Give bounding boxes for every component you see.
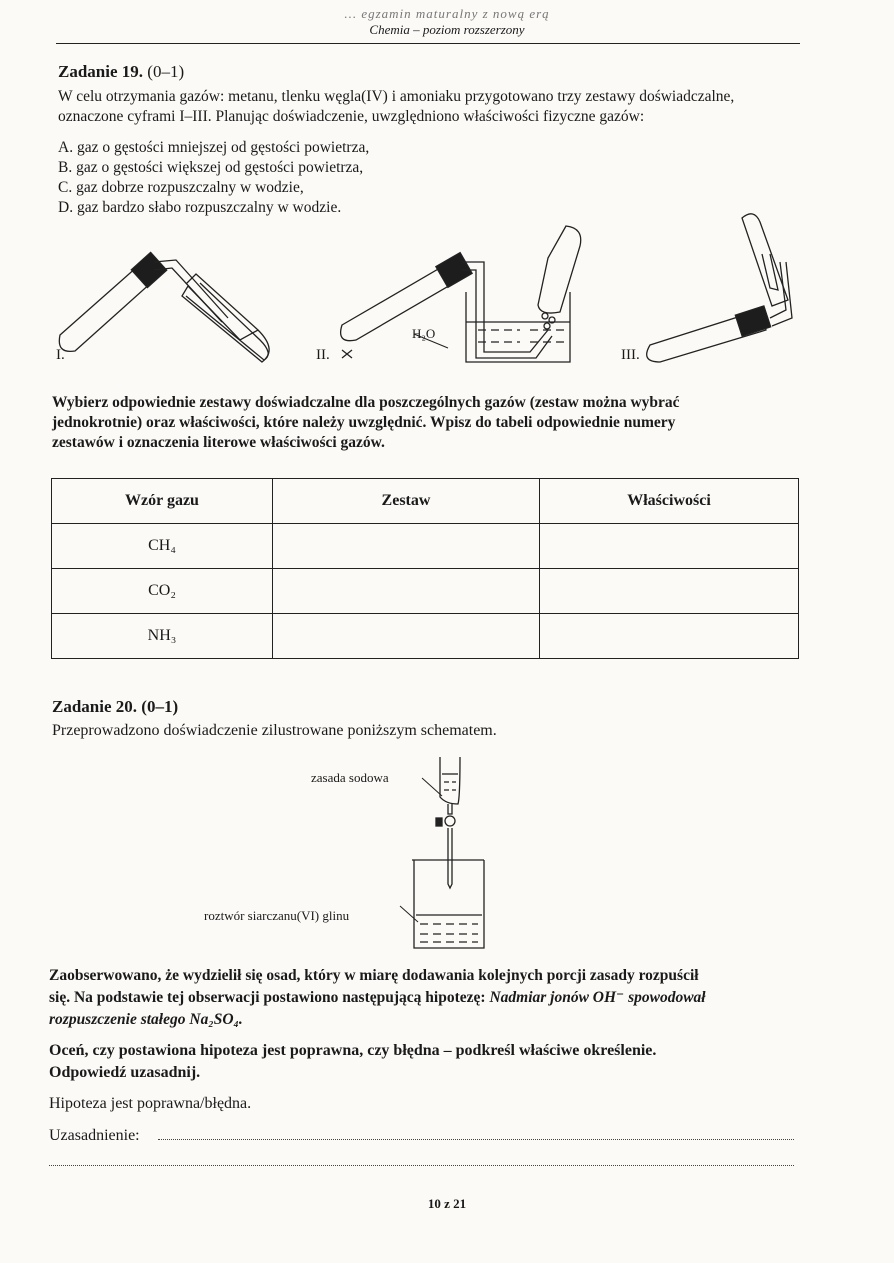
properties-answer-cell[interactable]	[540, 524, 799, 569]
formula-cell: NH₃	[52, 614, 273, 659]
table-row	[52, 614, 799, 659]
justification-line-1[interactable]	[158, 1139, 794, 1140]
table-header-row	[52, 479, 799, 524]
formula-cell: CH₄	[52, 524, 273, 569]
set-answer-cell[interactable]	[273, 614, 540, 659]
task20-points: (0–1)	[141, 697, 179, 716]
subject-header: Chemia – poziom rozszerzony	[369, 22, 525, 37]
setup-1-label: I.	[56, 347, 65, 363]
beaker-label: roztwór siarczanu(VI) glinu	[204, 908, 350, 923]
set-answer-cell[interactable]	[273, 524, 540, 569]
hypothesis-text: Nadmiar jonów OH⁻ spowodował	[489, 989, 706, 1006]
setup-3-apparatus	[647, 214, 792, 362]
burette-label: zasada sodowa	[311, 770, 389, 785]
table-row	[52, 524, 799, 569]
option-d: D. gaz bardzo słabo rozpuszczalny w wodzie.	[58, 199, 342, 216]
properties-answer-cell[interactable]	[540, 569, 799, 614]
properties-answer-cell[interactable]	[540, 614, 799, 659]
water-label: H₂O	[412, 326, 436, 341]
option-c: C. gaz dobrze rozpuszczalny w wodzie,	[58, 179, 304, 196]
page-number: 10 z 21	[427, 1196, 467, 1211]
table-row	[52, 569, 799, 614]
setup-1-apparatus	[59, 252, 269, 362]
task20-observation-1: Zaobserwowano, że wydzielił się osad, który w miarę dodawania kolejnych porcji zasady rozpuścił	[49, 967, 699, 984]
gas-collection-setups	[0, 200, 894, 375]
task20-observation-3: rozpuszczenie stałego Na₂SO₄.	[49, 1011, 243, 1028]
burette-beaker-diagram	[380, 752, 500, 952]
option-b: B. gaz o gęstości większej od gęstości powietrza,	[58, 159, 364, 176]
header-formula: Wzór gazu	[52, 479, 273, 524]
justification-line-2[interactable]	[49, 1165, 794, 1166]
setup-3-label: III.	[621, 347, 640, 363]
header-properties: Właściwości	[540, 479, 799, 524]
task19-intro-2: oznaczone cyframi I–III. Planując doświadczenie, uwzględniono właściwości fizyczne gazów:	[58, 108, 645, 125]
hypothesis-choice[interactable]: Hipoteza jest poprawna/błędna.	[49, 1095, 252, 1112]
task20-intro: Przeprowadzono doświadczenie zilustrowane poniższym schematem.	[52, 722, 497, 739]
task19-title	[58, 62, 184, 82]
task19-instruction-2: jednokrotnie) oraz właściwości, które należy uwzględnić. Wpisz do tabeli odpowiednie numery	[52, 414, 676, 431]
setup-2-label: II.	[316, 347, 330, 363]
setup-2-apparatus	[341, 226, 581, 362]
task19-intro-1: W celu otrzymania gazów: metanu, tlenku węgla(IV) i amoniaku przygotowano trzy zestawy doświadczalne,	[58, 88, 735, 105]
task19-points: (0–1)	[147, 62, 185, 81]
task20-observation-2	[49, 988, 706, 1007]
task20-question-1: Oceń, czy postawiona hipoteza jest poprawna, czy błędna – podkreśl właściwe określenie.	[49, 1042, 657, 1059]
observation-text: się. Na podstawie tej obserwacji postawiono następującą hipotezę:	[49, 989, 490, 1006]
exam-header: ... egzamin maturalny z nową erą	[344, 6, 550, 21]
task19-instruction-1: Wybierz odpowiednie zestawy doświadczalne dla poszczególnych gazów (zestaw można wybrać	[52, 394, 680, 411]
task19-number: Zadanie 19.	[58, 62, 144, 81]
set-answer-cell[interactable]	[273, 569, 540, 614]
answer-table	[51, 478, 799, 659]
justification-label: Uzasadnienie:	[49, 1127, 140, 1144]
task19-instruction-3: zestawów i oznaczenia literowe właściwości gazów.	[52, 434, 385, 451]
header-set: Zestaw	[273, 479, 540, 524]
task20-number: Zadanie 20.	[52, 697, 138, 716]
task20-question-2: Odpowiedź uzasadnij.	[49, 1064, 201, 1081]
task20-title	[52, 697, 178, 717]
header-divider	[56, 43, 800, 44]
option-a: A. gaz o gęstości mniejszej od gęstości powietrza,	[58, 139, 370, 156]
formula-cell: CO₂	[52, 569, 273, 614]
